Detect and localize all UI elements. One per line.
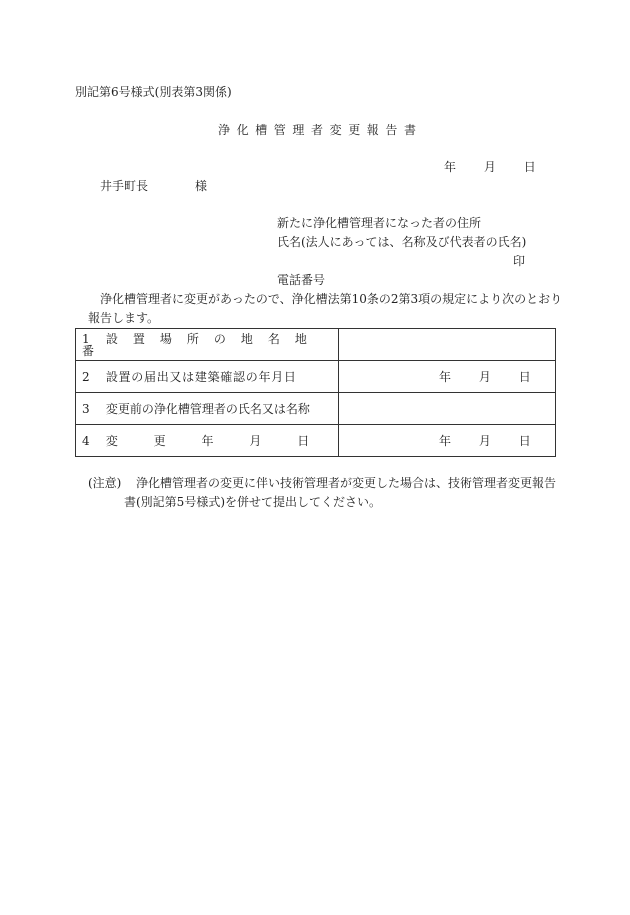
submission-date <box>444 161 536 173</box>
document-title: 浄化槽管理者変更報告書 <box>218 123 423 137</box>
date-day-label: 日 <box>518 370 531 384</box>
date-month-label: 月 <box>478 370 491 384</box>
phone-number-label: 電話番号 <box>277 273 326 287</box>
change-date-fields <box>439 435 531 447</box>
note-line1: 浄化槽管理者の変更に伴い技術管理者が変更した場合は、技術管理者変更報告 <box>136 476 557 490</box>
report-statement-line2: 報告します。 <box>88 311 160 325</box>
row-label-part: 変 <box>105 433 118 448</box>
row-label-text: 設置場所の地名地番 <box>82 331 322 358</box>
row-label-part: 年 <box>201 433 214 448</box>
row-label-part: 月 <box>249 433 262 448</box>
change-date-value-cell[interactable] <box>339 425 556 457</box>
row-label-previous-manager <box>76 393 339 425</box>
table-row <box>76 329 556 361</box>
row-label-location <box>76 329 339 361</box>
row-label-text: 変更前の浄化槽管理者の氏名又は名称 <box>105 401 310 416</box>
row-number: 1 <box>82 331 90 346</box>
date-day-label: 日 <box>523 160 536 174</box>
note-prefix: (注意) <box>88 476 122 490</box>
row-label-notification-date <box>76 361 339 393</box>
table-row <box>76 425 556 457</box>
addressee-name: 井手町長 <box>100 179 149 193</box>
date-month-label: 月 <box>478 434 491 448</box>
row-label-text: 設置の届出又は建築確認の年月日 <box>105 369 297 384</box>
table-row <box>76 393 556 425</box>
row-number: 3 <box>82 401 90 416</box>
row-number: 2 <box>82 369 90 384</box>
location-value-cell[interactable] <box>339 329 556 361</box>
row-label-part: 日 <box>297 433 310 448</box>
note-line2: 書(別記第5号様式)を併せて提出してください。 <box>124 495 381 509</box>
row-label-part: 更 <box>153 433 166 448</box>
notification-date-fields <box>439 371 531 383</box>
previous-manager-value-cell[interactable] <box>339 393 556 425</box>
date-year-label: 年 <box>444 160 457 174</box>
addressee-honorific: 様 <box>195 179 208 193</box>
report-table <box>75 328 556 457</box>
date-year-label: 年 <box>439 370 452 384</box>
date-year-label: 年 <box>439 434 452 448</box>
notification-date-value-cell[interactable] <box>339 361 556 393</box>
date-month-label: 月 <box>483 160 496 174</box>
new-manager-address-label: 新たに浄化槽管理者になった者の住所 <box>277 216 482 230</box>
new-manager-name-label: 氏名(法人にあっては、名称及び代表者の氏名) <box>277 235 527 249</box>
report-statement-line1: 浄化槽管理者に変更があったので、浄化槽法第10条の2第3項の規定により次のとおり <box>100 292 563 306</box>
row-number: 4 <box>82 433 90 448</box>
row-label-change-date <box>76 425 339 457</box>
date-day-label: 日 <box>518 434 531 448</box>
form-number: 別記第6号様式(別表第3関係) <box>75 85 232 99</box>
table-row <box>76 361 556 393</box>
seal-label: 印 <box>513 254 526 268</box>
